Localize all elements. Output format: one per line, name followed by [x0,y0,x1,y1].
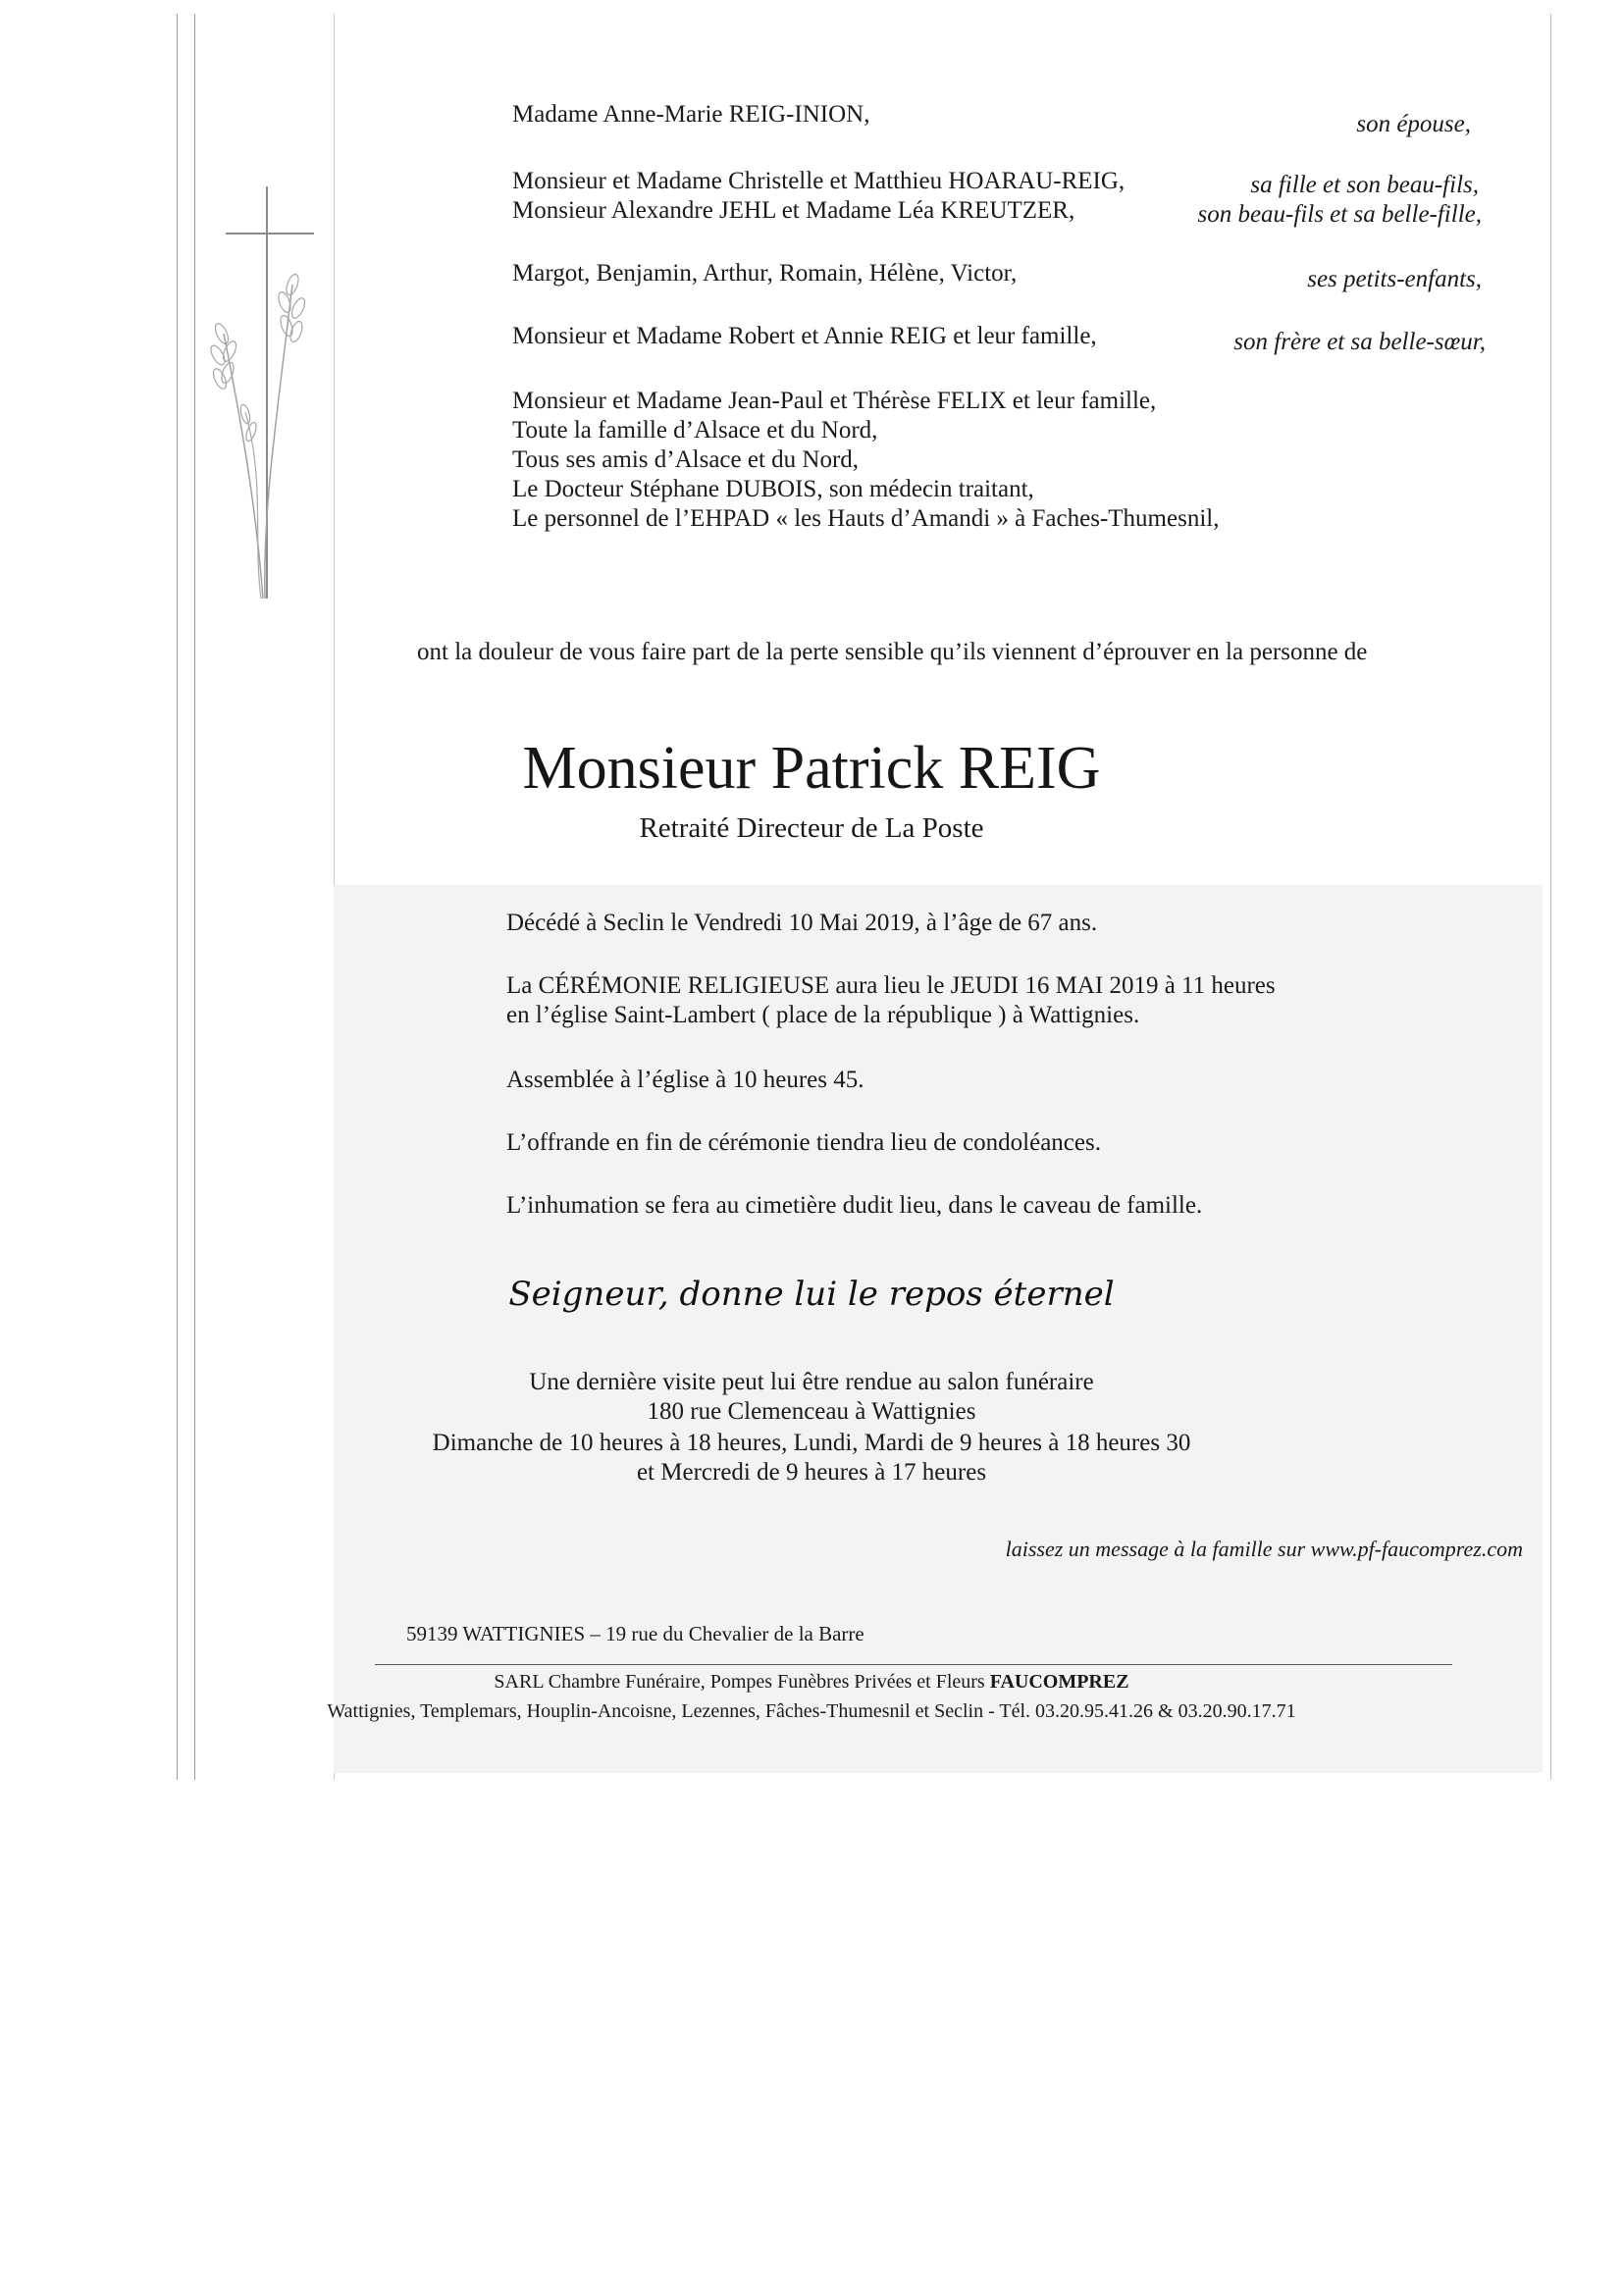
footer-address: 59139 WATTIGNIES – 19 rue du Chevalier de la Barre [406,1622,864,1645]
child-2-name: Monsieur Alexandre JEHL et Madame Léa KREUTZER, [512,197,1075,224]
visit-line-4: et Mercredi de 9 heures à 17 heures [636,1459,987,1486]
cross-wheat-icon [206,186,324,608]
deceased-title: Retraité Directeur de La Poste [639,812,984,844]
frame-line-left-inner [194,14,195,1780]
other-1: Monsieur et Madame Jean-Paul et Thérèse FELIX et leur famille, [512,388,1157,414]
visit-line-1: Une dernière visite peut lui être rendue au salon funéraire [529,1369,1094,1395]
child-2-relation: son beau-fils et sa belle-fille, [1197,201,1482,228]
detail-burial: L’inhumation se fera au cimetière dudit lieu, dans le caveau de famille. [506,1192,1203,1219]
child-1-name: Monsieur et Madame Christelle et Matthieu HOARAU-REIG, [512,168,1126,194]
frame-line-left-outer [177,14,178,1780]
visit-line-3: Dimanche de 10 heures à 18 heures, Lundi, Mardi de 9 heures à 18 heures 30 [432,1430,1191,1456]
spouse-relation: son épouse, [1356,111,1471,137]
footer-company-prefix: SARL Chambre Funéraire, Pompes Funèbres Privées et Fleurs [494,1671,985,1693]
child-1-relation: sa fille et son beau-fils, [1250,172,1479,198]
detail-ceremony: La CÉRÉMONIE RELIGIEUSE aura lieu le JEUDI 16 MAI 2019 à 11 heures [506,972,1276,999]
sibling-name: Monsieur et Madame Robert et Annie REIG et leur famille, [512,323,1097,349]
footer-company-name: FAUCOMPREZ [989,1671,1129,1693]
other-3: Tous ses amis d’Alsace et du Nord, [512,446,860,473]
detail-assembly: Assemblée à l’église à 10 heures 45. [506,1067,864,1093]
footer-locations: Wattignies, Templemars, Houplin-Ancoisne, Lezennes, Fâches-Thumesnil et Seclin - Tél. 03.20.95.41.26 & 03.20.90.17.71 [327,1700,1296,1722]
message-link[interactable]: laissez un message à la famille sur www.pf-faucomprez.com [1005,1537,1523,1561]
footer-divider [375,1664,1452,1665]
spouse-name: Madame Anne-Marie REIG-INION, [512,101,870,128]
deceased-name: Monsieur Patrick REIG [522,735,1101,802]
detail-death: Décédé à Seclin le Vendredi 10 Mai 2019, à l’âge de 67 ans. [506,910,1098,936]
other-4: Le Docteur Stéphane DUBOIS, son médecin traitant, [512,476,1034,502]
frame-line-right [1550,14,1551,1780]
sibling-relation: son frère et sa belle-sœur, [1233,329,1486,355]
footer-company [0,1672,1623,1692]
grandchildren-name: Margot, Benjamin, Arthur, Romain, Hélène, Victor, [512,260,1018,287]
other-5: Le personnel de l’EHPAD « les Hauts d’Amandi » à Faches-Thumesnil, [512,505,1220,532]
announcement: ont la douleur de vous faire part de la perte sensible qu’ils viennent d’éprouver en la personne de [417,639,1368,665]
other-2: Toute la famille d’Alsace et du Nord, [512,417,878,444]
detail-offering: L’offrande en fin de cérémonie tiendra lieu de condoléances. [506,1129,1101,1156]
detail-church: en l’église Saint-Lambert ( place de la république ) à Wattignies. [506,1002,1140,1028]
visit-line-2: 180 rue Clemenceau à Wattignies [647,1398,976,1425]
prayer: Seigneur, donne lui le repos éternel [508,1275,1115,1314]
grandchildren-relation: ses petits-enfants, [1307,266,1482,292]
